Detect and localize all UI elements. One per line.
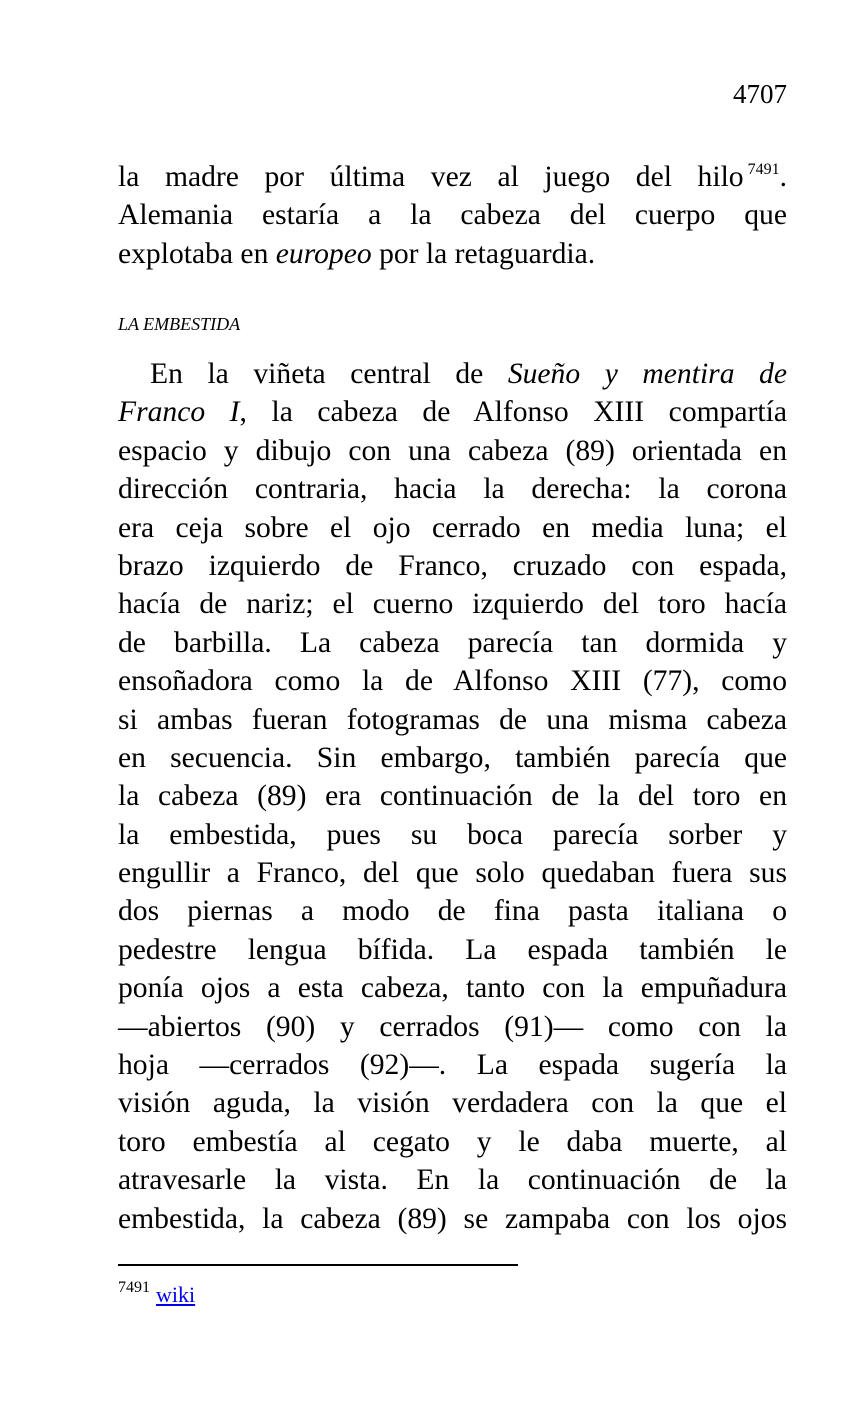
text-line: brazo izquierdo de Franco, cruzado con espada, [118,549,787,582]
text-line: pedestre lengua bífida. La espada también le [118,933,787,966]
text-line [118,158,787,196]
text-line: la cabeza (89) era continuación de la del toro en [118,780,787,813]
text-run: , la cabeza de Alfonso XIII compartía [239,396,787,429]
text-line [118,235,787,273]
text-line: atravesarle la vista. En la continuación de la [118,1164,787,1197]
text-line: dirección contraria, hacia la derecha: la corona [118,473,787,506]
footnote-reference[interactable]: 7491 [747,161,780,178]
text-run: la madre por última vez al juego del hilo [118,161,744,193]
footnote [118,1280,195,1313]
text-run: por la retaguardia. [371,237,596,270]
footnote-divider [118,1264,518,1266]
text-line: ensoñadora como la de Alfonso XIII (77), como [118,665,787,698]
text-line: Alemania estaría a la cabeza del cuerpo que [118,199,787,232]
text-line: dos piernas a modo de fina pasta italiana o [118,895,787,928]
text-line: de barbilla. La cabeza parecía tan dormida y [118,626,787,659]
text-line: era ceja sobre el ojo cerrado en media luna; el [118,511,787,544]
footnote-link-wiki[interactable]: wiki [156,1282,196,1307]
section-heading: LA EMBESTIDA [118,314,241,334]
text-line: visión aguda, la visión verdadera con la que el [118,1087,787,1120]
text-line: hoja —cerrados (92)—. La espada sugería la [118,1049,787,1082]
intro-text [118,158,787,273]
text-line: ponía ojos a esta cabeza, tanto con la empuñadura [118,972,787,1005]
italic-text: europeo [275,237,372,270]
italic-text: Sueño y mentira de [507,358,787,390]
text-line: embestida, la cabeza (89) se zampaba con los ojos [118,1202,787,1235]
text-line: la embestida, pues su boca parecía sorber y [118,818,787,851]
text-line: si ambas fueran fotogramas de una misma cabeza [118,703,787,736]
italic-text: Franco I [118,396,240,429]
text-line: hacía de nariz; el cuerno izquierdo del toro hacía [118,588,787,621]
text-line: toro embestía al cegato y le daba muerte, al [118,1125,787,1158]
page-number: 4707 [733,79,787,109]
text-line: engullir a Franco, del que solo quedaban fuera sus [118,857,787,890]
text-run: . [779,161,787,193]
text-line: espacio y dibujo con una cabeza (89) orientada en [118,434,787,467]
text-line [118,393,787,431]
footnote-number: 7491 [118,1279,150,1296]
text-line: en secuencia. Sin embargo, también parecía que [118,741,787,774]
text-run: explotaba en [118,237,276,270]
body-paragraph [118,355,787,1238]
text-line [118,355,787,393]
text-line: —abiertos (90) y cerrados (91)— como con la [118,1010,787,1043]
text-run: En la viñeta central de [150,358,508,390]
